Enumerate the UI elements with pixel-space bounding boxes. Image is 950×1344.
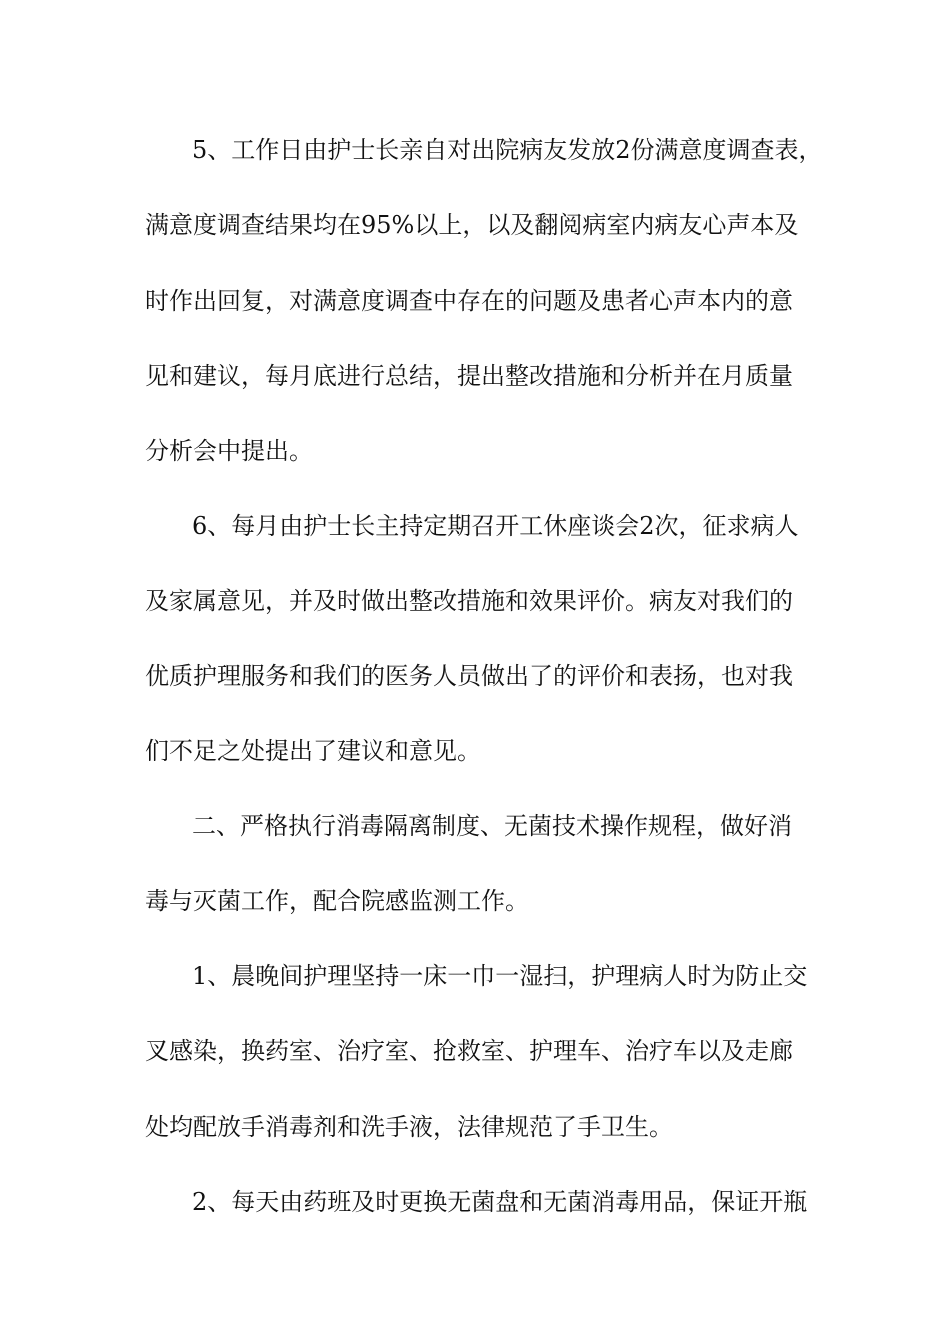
text-line: 满意度调查结果均在95%以上，以及翻阅病室内病友心声本及: [145, 211, 799, 239]
text-line: 6、每月由护士长主持定期召开工休座谈会2次，征求病人: [192, 512, 799, 540]
text-line: 及家属意见，并及时做出整改措施和效果评价。病友对我们的: [145, 587, 793, 615]
text-line: 处均配放手消毒剂和洗手液，法律规范了手卫生。: [145, 1113, 673, 1141]
text-line: 分析会中提出。: [145, 437, 313, 465]
text-line: 1、晨晚间护理坚持一床一巾一湿扫，护理病人时为防止交: [192, 962, 808, 990]
text-line: 们不足之处提出了建议和意见。: [145, 737, 481, 765]
text-line: 优质护理服务和我们的医务人员做出了的评价和表扬，也对我: [145, 662, 793, 690]
text-line: 2、每天由药班及时更换无菌盘和无菌消毒用品，保证开瓶: [192, 1188, 808, 1216]
text-line: 时作出回复，对满意度调查中存在的问题及患者心声本内的意: [145, 287, 793, 315]
text-line: 5、工作日由护士长亲自对出院病友发放2份满意度调查表，: [192, 136, 823, 164]
text-line: 二、严格执行消毒隔离制度、无菌技术操作规程，做好消: [192, 812, 792, 840]
text-line: 毒与灭菌工作，配合院感监测工作。: [145, 887, 529, 915]
text-line: 叉感染，换药室、治疗室、抢救室、护理车、治疗车以及走廊: [145, 1037, 793, 1065]
text-line: 见和建议，每月底进行总结，提出整改措施和分析并在月质量: [145, 362, 793, 390]
